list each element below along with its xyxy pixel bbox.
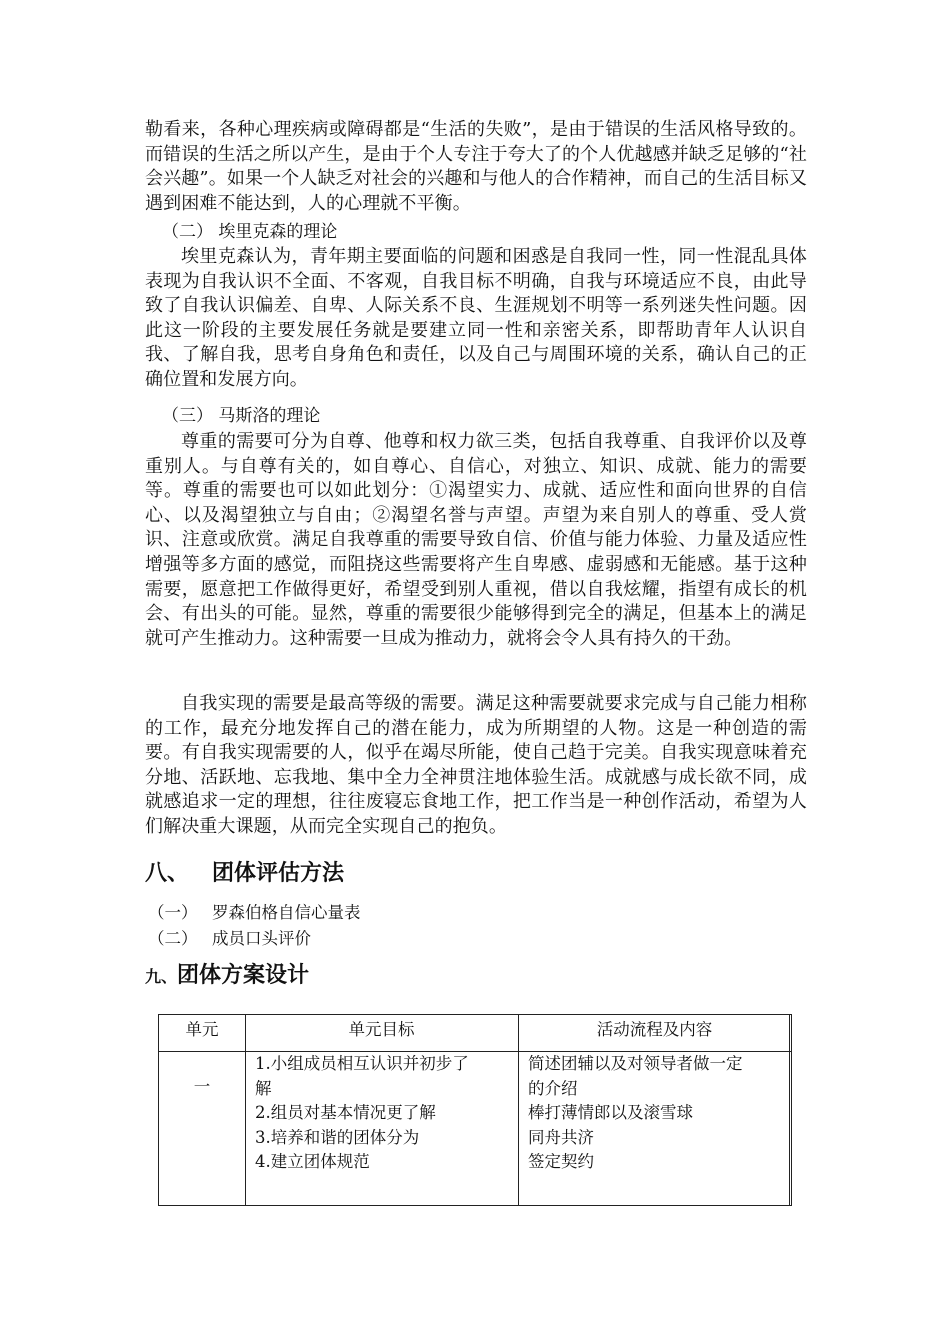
evaluation-item-1-number: （一）	[148, 903, 198, 922]
activity-line: 同舟共济	[528, 1127, 594, 1147]
section-9-title: 团体方案设计	[177, 962, 310, 988]
paragraph-erikson: 埃里克森认为，青年期主要面临的问题和困惑是自我同一性，同一性混乱具体表现为自我认识不全面、不客观，自我目标不明确，自我与环境适应不良，由此导致了自我认识偏差、自卑、人际关系不良、生涯规划不明等一系列迷失性问题。因此这一阶段的主要发展任务就是要建立同一性和亲密关系，即帮助青年人认识自我、了解自我，思考自身角色和责任，以及自己与周围环境的关系，确认自己的正确位置和发展方向。	[145, 246, 807, 390]
program-design-table	[158, 1014, 792, 1206]
goal-line: 解	[255, 1078, 272, 1098]
evaluation-item-2-text: 成员口头评价	[212, 929, 311, 948]
paragraph-maslow-self-actualization: 自我实现的需要是最高等级的需要。满足这种需要就要求完成与自己能力相称的工作，最充分地发挥自己的潜在能力，成为所期望的人物。这是一种创造的需要。有自我实现需要的人，似乎在竭尽所能，使自己趋于完美。自我实现意味着充分地、活跃地、忘我地、集中全力全神贯注地体验生活。成就感与成长欲不同，成就感追求一定的理想，往往废寝忘食地工作，把工作当是一种创作活动，希望为人们解决重大课题，从而完全实现自己的抱负。	[145, 693, 807, 837]
table-cell-unit: 一	[193, 1077, 211, 1096]
activity-line: 签定契约	[528, 1152, 594, 1171]
table-header-activities: 活动流程及内容	[596, 1020, 713, 1039]
subheading-erikson: （二） 埃里克森的理论	[162, 222, 338, 242]
evaluation-item-1	[148, 902, 361, 924]
subheading-maslow: （三） 马斯洛的理论	[162, 406, 321, 426]
goal-line: 2.组员对基本情况更了解	[255, 1103, 436, 1122]
section-8-heading	[145, 859, 344, 887]
goal-line: 4.建立团体规范	[255, 1152, 370, 1171]
paragraph-adler: 勒看来，各种心理疾病或障碍都是“生活的失败”，是由于错误的生活风格导致的。而错误的生活之所以产生，是由于个人专注于夸大了的个人优越感并缺乏足够的“社会兴趣”。如果一个人缺乏对社会的兴趣和与他人的合作精神，而自己的生活目标又遇到困难不能达到，人的心理就不平衡。	[145, 119, 807, 214]
table-column-divider-1	[245, 1015, 246, 1205]
paragraph-maslow-esteem: 尊重的需要可分为自尊、他尊和权力欲三类，包括自我尊重、自我评价以及尊重别人。与自尊有关的，如自尊心、自信心，对独立、知识、成就、能力的需要等。尊重的需要也可以如此划分：①渴望实力、成就、适应性和面向世界的自信心、以及渴望独立与自由；②渴望名誉与声望。声望为来自别人的尊重、受人赏识、注意或欣赏。满足自我尊重的需要导致自信、价值与能力体验、力量及适应性增强等多方面的感觉，而阻挠这些需要将产生自卑感、虚弱感和无能感。基于这种需要，愿意把工作做得更好，希望受到别人重视，借以自我炫耀，指望有成长的机会、有出头的可能。显然，尊重的需要很少能够得到完全的满足，但基本上的满足就可产生推动力。这种需要一旦成为推动力，就将会令人具有持久的干劲。	[145, 431, 807, 649]
table-column-divider-2	[518, 1015, 519, 1205]
section-9-number: 九、	[145, 967, 178, 986]
section-8-title: 团体评估方法	[212, 860, 345, 886]
activity-line: 简述团辅以及对领导者做一定	[528, 1054, 743, 1073]
table-cell-activities	[528, 1052, 788, 1175]
table-header-goals: 单元目标	[348, 1020, 415, 1039]
activity-line: 的介绍	[528, 1078, 578, 1098]
evaluation-item-2	[148, 928, 311, 950]
goal-line: 3.培养和谐的团体分为	[255, 1127, 420, 1147]
table-cell-goals	[255, 1052, 510, 1175]
section-9-heading	[145, 961, 309, 991]
section-8-number: 八、	[145, 860, 190, 886]
evaluation-item-2-number: （二）	[148, 929, 198, 948]
goal-line: 1.小组成员相互认识并初步了	[255, 1054, 469, 1073]
evaluation-item-1-text: 罗森伯格自信心量表	[212, 903, 361, 922]
table-header-unit: 单元	[185, 1020, 219, 1039]
activity-line: 棒打薄情郎以及滚雪球	[528, 1103, 693, 1122]
